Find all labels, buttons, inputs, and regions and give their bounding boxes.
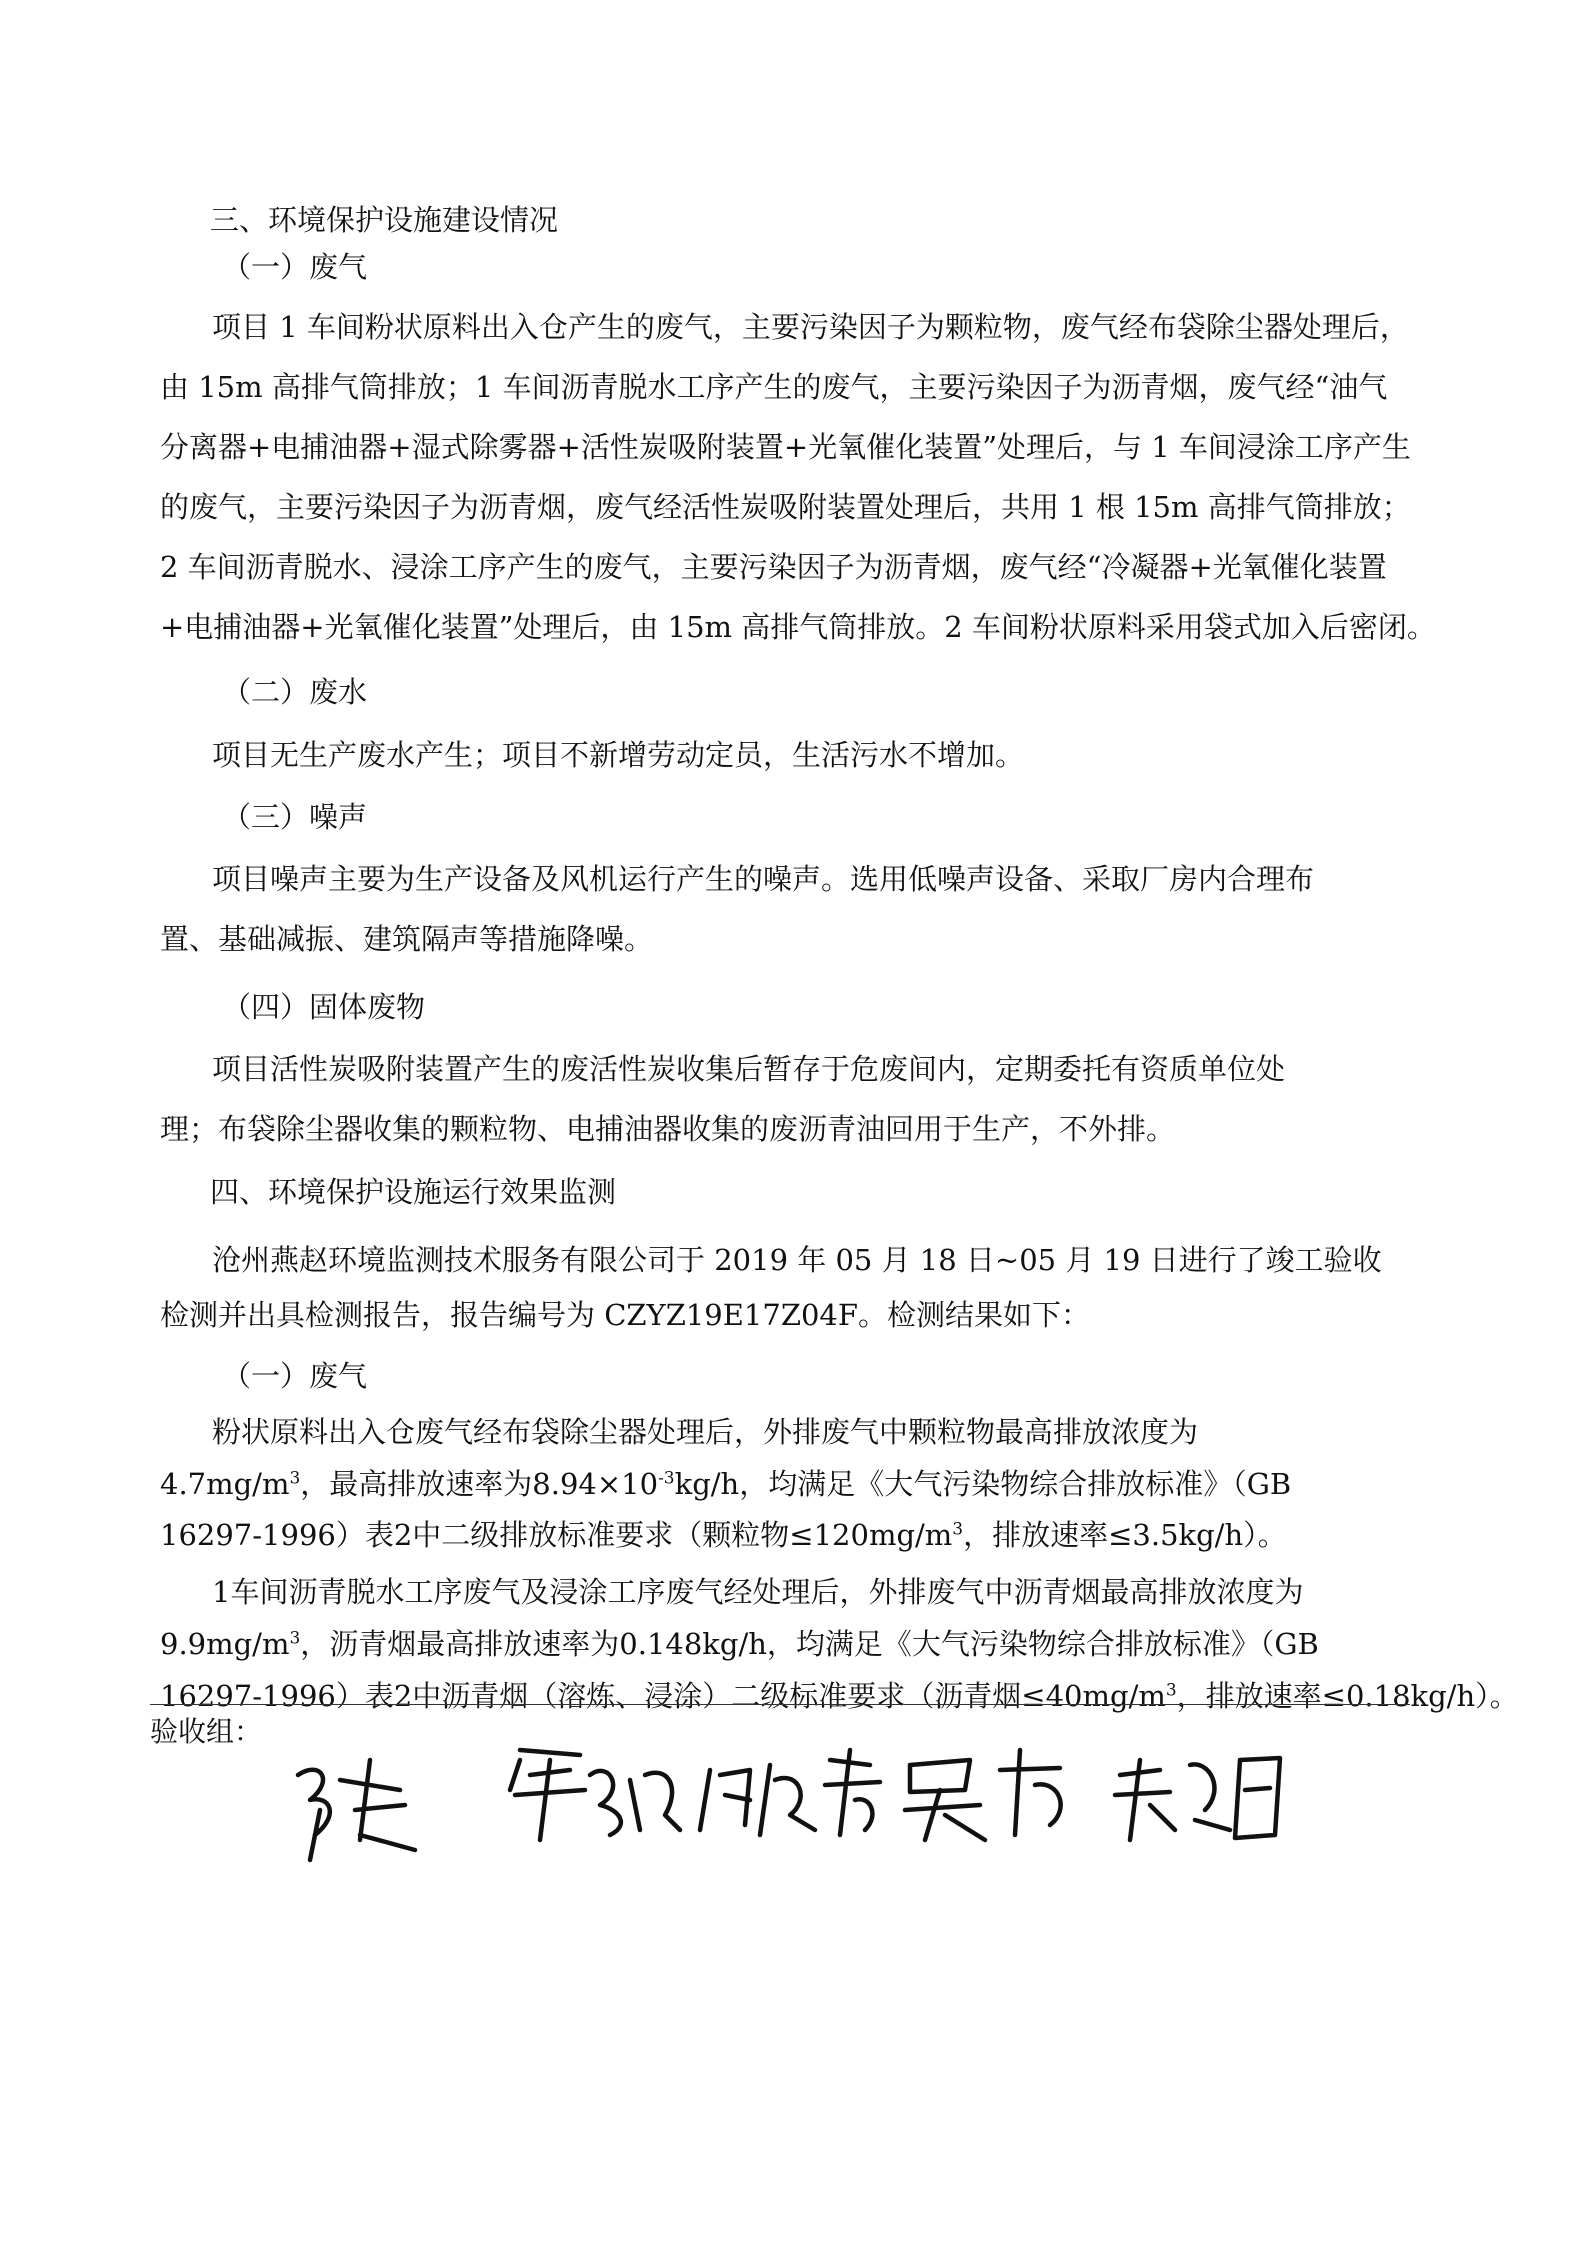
paragraph-line: 粉状原料出入仓废气经布袋除尘器处理后，外排废气中颗粒物最高排放浓度为 bbox=[212, 1415, 1199, 1449]
section3-solid-title: （四）固体废物 bbox=[222, 990, 426, 1024]
paragraph-line: 项目无生产废水产生；项目不新增劳动定员，生活污水不增加。 bbox=[212, 738, 1025, 772]
signature-label: 验收组： bbox=[150, 1715, 263, 1748]
paragraph-line: 项目噪声主要为生产设备及风机运行产生的噪声。选用低噪声设备、采取厂房内合理布 bbox=[212, 862, 1315, 896]
section4-heading: 四、环境保护设施运行效果监测 bbox=[210, 1175, 617, 1209]
signature-2 bbox=[510, 1750, 680, 1840]
paragraph-line: 1车间沥青脱水工序废气及浸涂工序废气经处理后，外排废气中沥青烟最高排放浓度为 bbox=[212, 1575, 1304, 1609]
signature-3 bbox=[700, 1750, 880, 1835]
paragraph-line: 项目活性炭吸附装置产生的废活性炭收集后暂存于危废间内，定期委托有资质单位处 bbox=[212, 1052, 1286, 1086]
signature-5 bbox=[1115, 1758, 1280, 1840]
paragraph-line: 2 车间沥青脱水、浸涂工序产生的废气，主要污染因子为沥青烟，废气经“冷凝器+光氧催化装置 bbox=[160, 550, 1387, 584]
signature-4 bbox=[905, 1750, 1061, 1840]
paragraph-line: 16297-1996）表2中沥青烟（溶炼、浸涂）二级标准要求（沥青烟$\le 40mg/m^3$，排放速率≤0.18kg/h）。 bbox=[160, 1679, 1519, 1713]
paragraph-line: +电捕油器+光氧催化装置”处理后，由 15m 高排气筒排放。2 车间粉状原料采用袋式加入后密闭。 bbox=[160, 610, 1436, 644]
paragraph-line: $4.7mg/m^3$，最高排放速率为$8.94\times 10^{-3}kg/h$，均满足《大气污染物综合排放标准》（GB bbox=[160, 1467, 1292, 1501]
section3-heading: 三、环境保护设施建设情况 bbox=[210, 203, 559, 237]
paragraph-line: $9.9mg/m^3$，沥青烟最高排放速率为0.148kg/h，均满足《大气污染物综合排放标准》（GB bbox=[160, 1627, 1319, 1661]
paragraph-line: 检测并出具检测报告，报告编号为 CZYZ19E17Z04F。检测结果如下： bbox=[160, 1298, 1090, 1332]
section3-noise-title: （三）噪声 bbox=[222, 800, 368, 834]
section3-gas-title: （一）废气 bbox=[222, 250, 368, 284]
handwritten-signatures bbox=[280, 1720, 1330, 1870]
signature-1 bbox=[298, 1760, 415, 1860]
paragraph-line: 项目 1 车间粉状原料出入仓产生的废气，主要污染因子为颗粒物，废气经布袋除尘器处理后， bbox=[212, 310, 1409, 344]
paragraph-line: 理；布袋除尘器收集的颗粒物、电捕油器收集的废沥青油回用于生产，不外排。 bbox=[160, 1112, 1176, 1146]
paragraph-line: 由 15m 高排气筒排放；1 车间沥青脱水工序产生的废气，主要污染因子为沥青烟，废气经“油气 bbox=[160, 370, 1388, 404]
section4-gas-title: （一）废气 bbox=[222, 1359, 368, 1393]
paragraph-line: 置、基础减振、建筑隔声等措施降噪。 bbox=[160, 922, 654, 956]
paragraph-line: 分离器+电捕油器+湿式除雾器+活性炭吸附装置+光氧催化装置”处理后，与 1 车间浸涂工序产生 bbox=[160, 430, 1411, 464]
paragraph-line: 的废气，主要污染因子为沥青烟，废气经活性炭吸附装置处理后，共用 1 根 15m 高排气筒排放； bbox=[160, 490, 1411, 524]
paragraph-line: 沧州燕赵环境监测技术服务有限公司于 2019 年 05 月 18 日~05 月 19 日进行了竣工验收 bbox=[212, 1243, 1382, 1277]
paragraph-line: 16297-1996）表2中二级排放标准要求（颗粒物$\le 120mg/m^3$，排放速率≤3.5kg/h）。 bbox=[160, 1518, 1287, 1552]
section3-water-title: （二）废水 bbox=[222, 675, 368, 709]
divider-line bbox=[150, 1704, 1410, 1705]
